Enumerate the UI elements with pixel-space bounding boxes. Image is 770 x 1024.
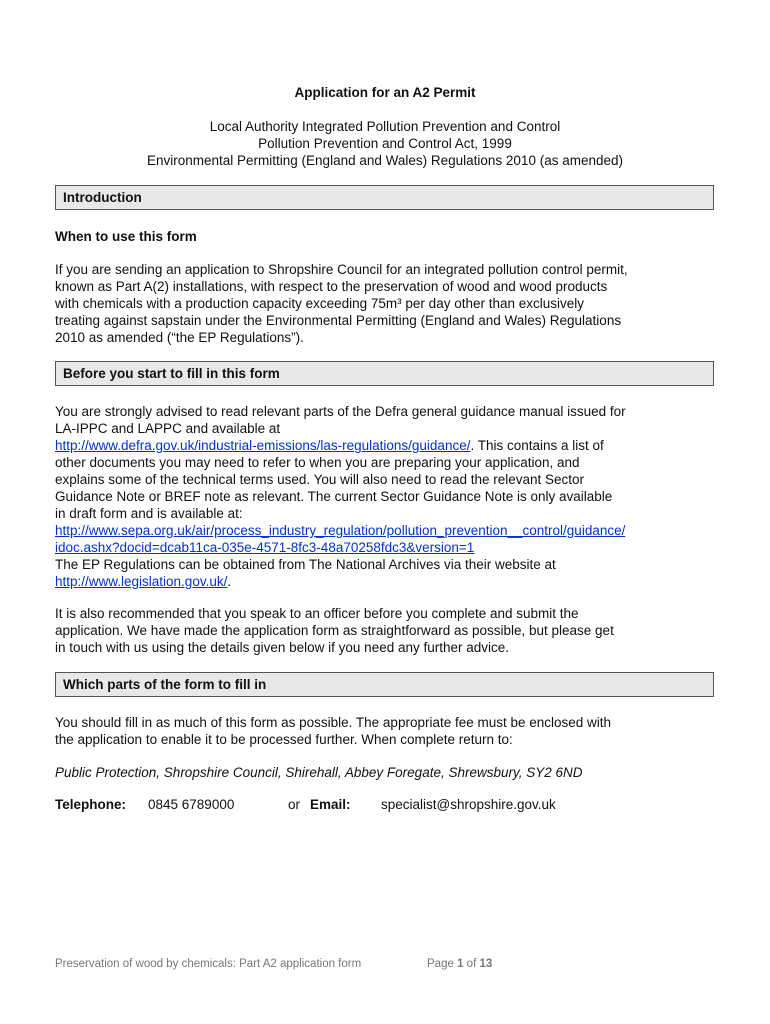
legislation-link[interactable]: http://www.legislation.gov.uk/ (55, 574, 228, 589)
defra-guidance-link[interactable]: http://www.defra.gov.uk/industrial-emissions/las-regulations/guidance/ (55, 438, 471, 453)
before-line: The EP Regulations can be obtained from The National Archives via their website at (55, 557, 556, 572)
before-line: other documents you may need to refer to when you are preparing your application, and (55, 455, 580, 470)
return-address: Public Protection, Shropshire Council, Shirehall, Abbey Foregate, Shrewsbury, SY2 6ND (55, 765, 583, 780)
before-line-tail: . This contains a list of (470, 438, 604, 453)
sepa-guidance-link-cont[interactable]: idoc.ashx?docid=dcab11ca-035e-4571-8fc3-48a70258fdc3&version=1 (55, 540, 475, 555)
recommend-line: It is also recommended that you speak to an officer before you complete and submit the (55, 606, 579, 621)
footer-page-indicator (427, 958, 492, 970)
before-line: in draft form and is available at: (55, 506, 243, 521)
page-word: Page (427, 958, 454, 970)
header-subtitle (0, 118, 770, 169)
section-introduction: Introduction (55, 185, 714, 210)
intro-heading: When to use this form (55, 229, 197, 244)
email-label: Email: (310, 797, 351, 812)
of-word: of (466, 958, 477, 970)
intro-line: 2010 as amended (“the EP Regulations”). (55, 330, 304, 345)
or-text: or (288, 797, 301, 812)
before-line: explains some of the technical terms used. You will also need to read the relevant Sector (55, 472, 585, 487)
page-number: 1 (457, 958, 464, 970)
before-line (55, 539, 720, 556)
before-line (55, 522, 720, 539)
before-line (55, 573, 720, 590)
which-line: You should fill in as much of this form as possible. The appropriate fee must be enclosed with (55, 715, 612, 730)
intro-line: with chemicals with a production capacity exceeding 75m³ per day other than exclusively (55, 296, 585, 311)
which-paragraph (55, 714, 720, 748)
telephone-label: Telephone: (55, 797, 127, 812)
section-before-you-start: Before you start to fill in this form (55, 361, 714, 386)
intro-line: treating against sapstain under the Environmental Permitting (England and Wales) Regulations (55, 313, 622, 328)
subtitle-line-3: Environmental Permitting (England and Wales) Regulations 2010 (as amended) (146, 153, 623, 168)
before-line (55, 437, 720, 454)
before-line: Guidance Note or BREF note as relevant. The current Sector Guidance Note is only available (55, 489, 613, 504)
section-which-parts: Which parts of the form to fill in (55, 672, 714, 697)
before-line: LA-IPPC and LAPPC and available at (55, 421, 281, 436)
sepa-guidance-link[interactable]: http://www.sepa.org.uk/air/process_industry_regulation/pollution_prevention__control/guidance/ (55, 523, 626, 538)
before-line-tail: . (227, 574, 232, 589)
intro-line: If you are sending an application to Shropshire Council for an integrated pollution control permit, (55, 262, 628, 277)
before-paragraph (55, 403, 720, 590)
telephone-number: 0845 6789000 (148, 797, 235, 812)
subtitle-line-1: Local Authority Integrated Pollution Prevention and Control (209, 119, 561, 134)
recommend-line: in touch with us using the details given below if you need any further advice. (55, 640, 510, 655)
recommend-line: application. We have made the application form as straightforward as possible, but please get (55, 623, 614, 638)
footer-document-name: Preservation of wood by chemicals: Part A2 application form (55, 958, 362, 970)
which-line: the application to enable it to be processed further. When complete return to: (55, 732, 513, 747)
intro-paragraph (55, 261, 720, 346)
page-total: 13 (479, 958, 493, 970)
document-title: Application for an A2 Permit (294, 85, 476, 100)
email-address: specialist@shropshire.gov.uk (381, 797, 556, 812)
recommend-paragraph (55, 605, 720, 656)
before-line: You are strongly advised to read relevant parts of the Defra general guidance manual issued for (55, 404, 626, 419)
subtitle-line-2: Pollution Prevention and Control Act, 1999 (258, 136, 512, 151)
intro-line: known as Part A(2) installations, with respect to the preservation of wood and wood products (55, 279, 608, 294)
